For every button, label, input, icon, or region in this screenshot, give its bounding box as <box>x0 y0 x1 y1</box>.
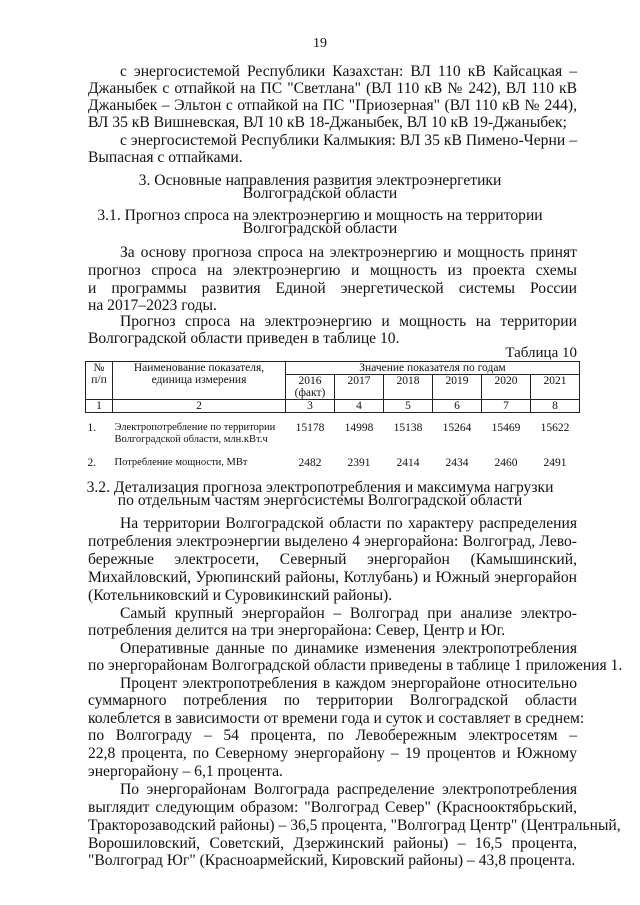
text-line: (Котельниковский и Суровикинский районы). <box>88 587 393 604</box>
row-value: 2482 <box>298 457 322 469</box>
text-line: За основу прогноза спроса на электроэнергию и мощность принят <box>120 244 577 261</box>
text-line: энергорайону – 6,1 процента. <box>88 763 283 780</box>
text-line: бережные электросети, Северный энергорайон (Камышинский, <box>88 551 577 568</box>
table-index-cell: 6 <box>433 400 482 413</box>
table-row <box>86 413 580 447</box>
row-name: Потребление мощности, МВт <box>114 457 248 468</box>
text-line: Самый крупный энергорайон – Волгоград при анализе электро- <box>120 605 577 622</box>
table-header-year: 2020 <box>482 375 531 400</box>
text-line: по Волгограду – 54 процента, по Левобережным электросетям – <box>88 727 577 744</box>
table-header-name: Наименование показателя, единица измерения <box>113 362 286 400</box>
row-value: 15264 <box>442 422 472 434</box>
table-header-num: № п/п <box>86 362 113 400</box>
text-line: по энергорайонам Волгоградской области приведены в таблице 1 приложения 1. <box>88 657 623 674</box>
table-index-cell: 4 <box>335 400 384 413</box>
row-value: 15622 <box>540 422 570 434</box>
row-value: 2391 <box>347 457 371 469</box>
row-value: 15138 <box>393 422 423 434</box>
row-number: 1. <box>87 422 97 434</box>
subsection-heading: по отдельным частям энергосистемы Волгоградской области <box>117 492 523 509</box>
table-index-cell: 1 <box>86 400 113 413</box>
row-value: 2434 <box>445 457 469 469</box>
text-line: выглядит следующим образом: "Волгоград Север" (Краснооктябрьский, <box>88 799 577 816</box>
table-header-year: 2021 <box>531 375 580 400</box>
text-line: Тракторозаводский районы) – 36,5 процента, "Волгоград Центр" (Центральный, <box>88 817 621 834</box>
text-line: колеблется в зависимости от времени года и суток и составляет в среднем: <box>88 710 585 727</box>
row-value: 2491 <box>543 457 567 469</box>
table-index-cell: 2 <box>113 400 286 413</box>
text-line: На территории Волгоградской области по характеру распределения <box>120 515 577 532</box>
table-header-year: 2016 (факт) <box>286 375 335 400</box>
table-header-year: 2017 <box>335 375 384 400</box>
table-index-cell: 8 <box>531 400 580 413</box>
table-index-cell: 5 <box>384 400 433 413</box>
subsection-heading: Волгоградской области <box>242 220 398 237</box>
table-header-year: 2018 <box>384 375 433 400</box>
text-line: прогноз спроса на электроэнергию и мощность из проекта схемы <box>88 262 577 279</box>
text-line: Выпасная с отпайками. <box>88 149 243 166</box>
text-line: Ворошиловский, Советский, Дзержинский районы) – 16,5 процента, <box>88 835 577 852</box>
text-line: Джаныбек – Эльтон с отпайкой на ПС "Приозерная" (ВЛ 110 кВ № 244), <box>88 97 577 114</box>
section-heading: 3. Основные направления развития электроэнергетики <box>138 172 502 189</box>
table-index-cell: 7 <box>482 400 531 413</box>
text-line: Джаныбек с отпайкой на ПС "Светлана" (ВЛ 110 кВ № 242), ВЛ 110 кВ <box>88 80 577 97</box>
text-line: потребления электроэнергии выделено 4 энергорайона: Волгоград, Лево- <box>88 533 577 550</box>
text-line: Волгоградской области приведен в таблице 10. <box>88 330 400 347</box>
text-line: "Волгоград Юг" (Красноармейский, Кировский районы) – 43,8 процента. <box>88 852 576 869</box>
text-line: Прогноз спроса на электроэнергию и мощность на территории <box>120 313 577 330</box>
table-row <box>86 446 580 469</box>
row-number: 2. <box>87 457 97 469</box>
text-line: Оперативные данные по динамике изменения электропотребления <box>120 640 577 657</box>
text-line: с энергосистемой Республики Казахстан: ВЛ 110 кВ Кайсацкая – <box>120 63 577 80</box>
text-line: 22,8 процента, по Северному энергорайону – 19 процентов и Южному <box>88 745 577 762</box>
row-value: 2414 <box>396 457 420 469</box>
forecast-table <box>85 361 580 469</box>
text-line: ВЛ 35 кВ Вишневская, ВЛ 10 кВ 18-Джаныбек, ВЛ 10 кВ 19-Джаныбек; <box>88 114 567 131</box>
text-line: с энергосистемой Республики Калмыкия: ВЛ 35 кВ Пимено-Черни – <box>120 132 577 149</box>
row-value: 14998 <box>344 422 374 434</box>
text-line: Михайловский, Урюпинский районы, Котлубань) и Южный энергорайон <box>88 569 577 586</box>
section-heading: Волгоградской области <box>242 185 398 202</box>
page-number: 19 <box>313 36 327 51</box>
subsection-heading: 3.2. Детализация прогноза электропотребления и максимума нагрузки <box>86 479 554 496</box>
text-line: Процент электропотребления в каждом энергорайоне относительно <box>120 675 577 692</box>
text-line: суммарного потребления по территории Волгоградской области <box>88 692 577 709</box>
text-line: и программы развития Единой энергетической системы России <box>88 280 577 297</box>
row-value: 15469 <box>491 422 521 434</box>
subsection-heading: 3.1. Прогноз спроса на электроэнергию и мощность на территории <box>97 207 543 224</box>
table-index-cell: 3 <box>286 400 335 413</box>
table-caption: Таблица 10 <box>505 345 577 361</box>
text-line: на 2017–2023 годы. <box>88 297 217 314</box>
row-value: 15178 <box>295 422 325 434</box>
text-line: потребления делится на три энергорайона: Север, Центр и Юг. <box>88 622 506 639</box>
text-line: По энергорайонам Волгограда распределение электропотребления <box>120 781 577 798</box>
row-name: Электропотребление по территории Волгоградской области, млн.кВт.ч <box>114 422 276 445</box>
row-value: 2460 <box>494 457 518 469</box>
table-header-group: Значение показателя по годам <box>286 362 580 375</box>
table-header-year: 2019 <box>433 375 482 400</box>
